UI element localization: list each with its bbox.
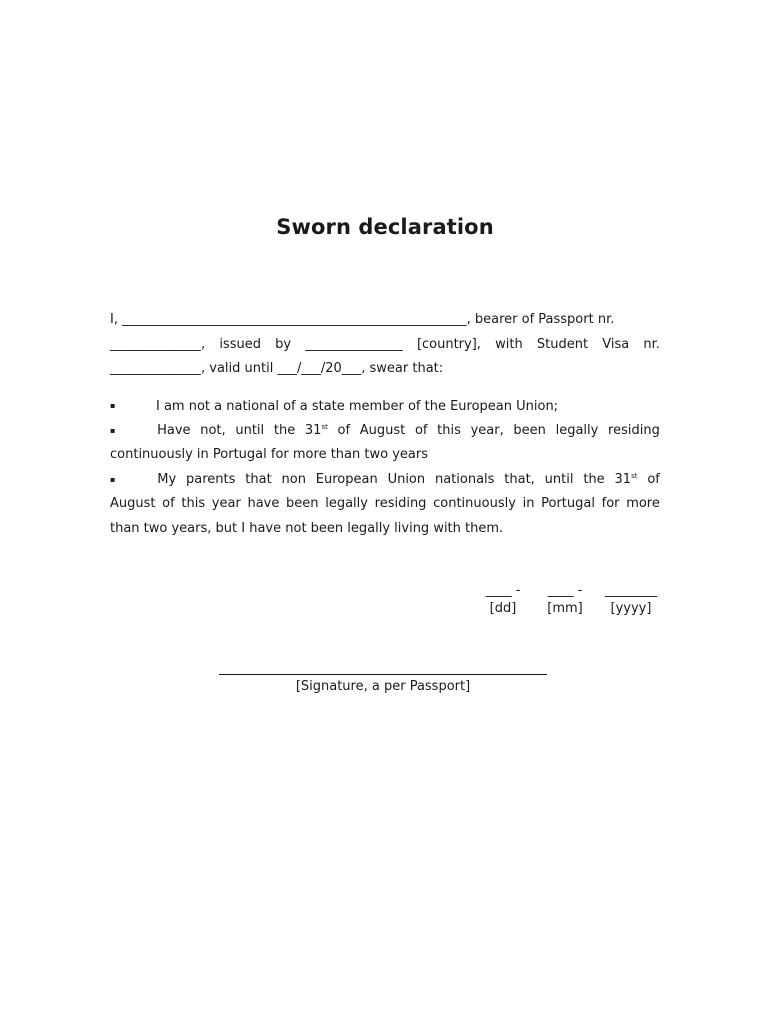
passport-number-blank: ______________, bbox=[110, 336, 206, 352]
list-item-word: that bbox=[245, 471, 272, 487]
list-item-continuation bbox=[110, 492, 660, 517]
intro-word: Visa bbox=[602, 336, 630, 352]
list-item-word: residing bbox=[608, 422, 660, 438]
page-title: Sworn declaration bbox=[276, 215, 494, 239]
year-label: [yyyy] bbox=[610, 601, 652, 616]
list-item-word: the bbox=[583, 471, 605, 487]
list-item-word: August bbox=[110, 496, 156, 511]
list-item-word: that, bbox=[504, 471, 535, 487]
list-item-word: residing bbox=[374, 496, 427, 511]
intro-word: [country], bbox=[416, 336, 481, 352]
list-item-word: been bbox=[286, 496, 319, 511]
list-item-word: until bbox=[544, 471, 574, 487]
issuing-country-blank: _______________ bbox=[305, 336, 403, 352]
day-number: 31 bbox=[304, 422, 322, 438]
list-item-word: non bbox=[281, 471, 306, 487]
list-item-word: nationals bbox=[434, 471, 495, 487]
list-item-word: of bbox=[647, 471, 660, 487]
list-item-continuation: continuously in Portugal for more than two years bbox=[110, 447, 428, 462]
list-item-word: year, bbox=[470, 422, 504, 438]
day-field bbox=[482, 583, 524, 619]
list-item bbox=[110, 468, 660, 493]
list-item-word: year bbox=[211, 496, 241, 511]
day-label: [dd] bbox=[489, 601, 517, 616]
intro-line-1-end: , bearer of Passport nr. bbox=[466, 312, 615, 327]
bullet-marker: ▪ bbox=[110, 401, 116, 410]
list-item-text: I am not a national of a state member of the European Union; bbox=[156, 398, 559, 414]
intro-line-1-start: I, bbox=[110, 312, 123, 327]
intro-line-3: ______________, valid until ___/___/20___, swear that: bbox=[110, 361, 444, 376]
list-item-word: the bbox=[273, 422, 296, 438]
intro-line-2 bbox=[110, 333, 660, 358]
list-item-word: legally bbox=[325, 496, 368, 511]
year-field bbox=[601, 583, 661, 619]
list-item-word: in bbox=[522, 496, 535, 511]
list-item-continuation: than two years, but I have not been legally living with them. bbox=[110, 520, 504, 536]
list-item bbox=[110, 394, 660, 419]
month-field bbox=[544, 583, 586, 619]
list-item-word: this bbox=[437, 422, 461, 438]
list-item bbox=[110, 419, 660, 444]
intro-word: by bbox=[275, 336, 292, 352]
name-blank: _____________________________________________________ bbox=[122, 312, 467, 327]
list-item-word: Union bbox=[387, 471, 426, 487]
list-item-word: this bbox=[181, 496, 206, 511]
list-item-word: not, bbox=[200, 422, 226, 438]
signature-line bbox=[219, 664, 547, 675]
list-item-word: Have bbox=[157, 422, 191, 438]
list-item-word: My bbox=[157, 471, 177, 487]
month-blank: ____ - bbox=[547, 583, 583, 598]
list-item-word: continuously bbox=[433, 496, 516, 511]
intro-word: issued bbox=[219, 336, 261, 352]
list-item-word: August bbox=[359, 422, 406, 438]
ordinal-suffix: st bbox=[631, 471, 638, 480]
ordinal-suffix: st bbox=[321, 422, 328, 431]
bullet-marker: ▪ bbox=[110, 474, 116, 484]
bullet-marker: ▪ bbox=[110, 425, 116, 435]
signature-label: [Signature, a per Passport] bbox=[295, 679, 471, 694]
list-item-word: of bbox=[414, 422, 428, 438]
intro-word: with bbox=[495, 336, 523, 352]
declaration-list bbox=[110, 394, 660, 541]
intro-line-1 bbox=[110, 308, 660, 333]
list-item-word: of bbox=[337, 422, 351, 438]
list-item-word: Portugal bbox=[541, 496, 595, 511]
year-blank: ________ bbox=[605, 583, 657, 598]
list-item-word: legally bbox=[555, 422, 599, 438]
list-item-word: of bbox=[162, 496, 175, 511]
list-item-word: parents bbox=[186, 471, 236, 487]
list-item-word: European bbox=[315, 471, 378, 487]
list-item-word: have bbox=[247, 496, 280, 511]
intro-paragraph bbox=[110, 308, 660, 382]
day-blank: ____ - bbox=[485, 583, 521, 598]
signature-block bbox=[219, 664, 547, 694]
intro-word: nr. bbox=[643, 336, 660, 352]
list-item-word: for bbox=[601, 496, 620, 511]
month-label: [mm] bbox=[547, 601, 583, 616]
list-item-word bbox=[615, 468, 638, 493]
list-item-word bbox=[305, 419, 328, 444]
list-item-word: been bbox=[513, 422, 546, 438]
day-number: 31 bbox=[614, 471, 632, 487]
intro-word: Student bbox=[536, 336, 589, 352]
list-item-word: more bbox=[626, 496, 660, 511]
list-item-word: until bbox=[235, 422, 265, 438]
